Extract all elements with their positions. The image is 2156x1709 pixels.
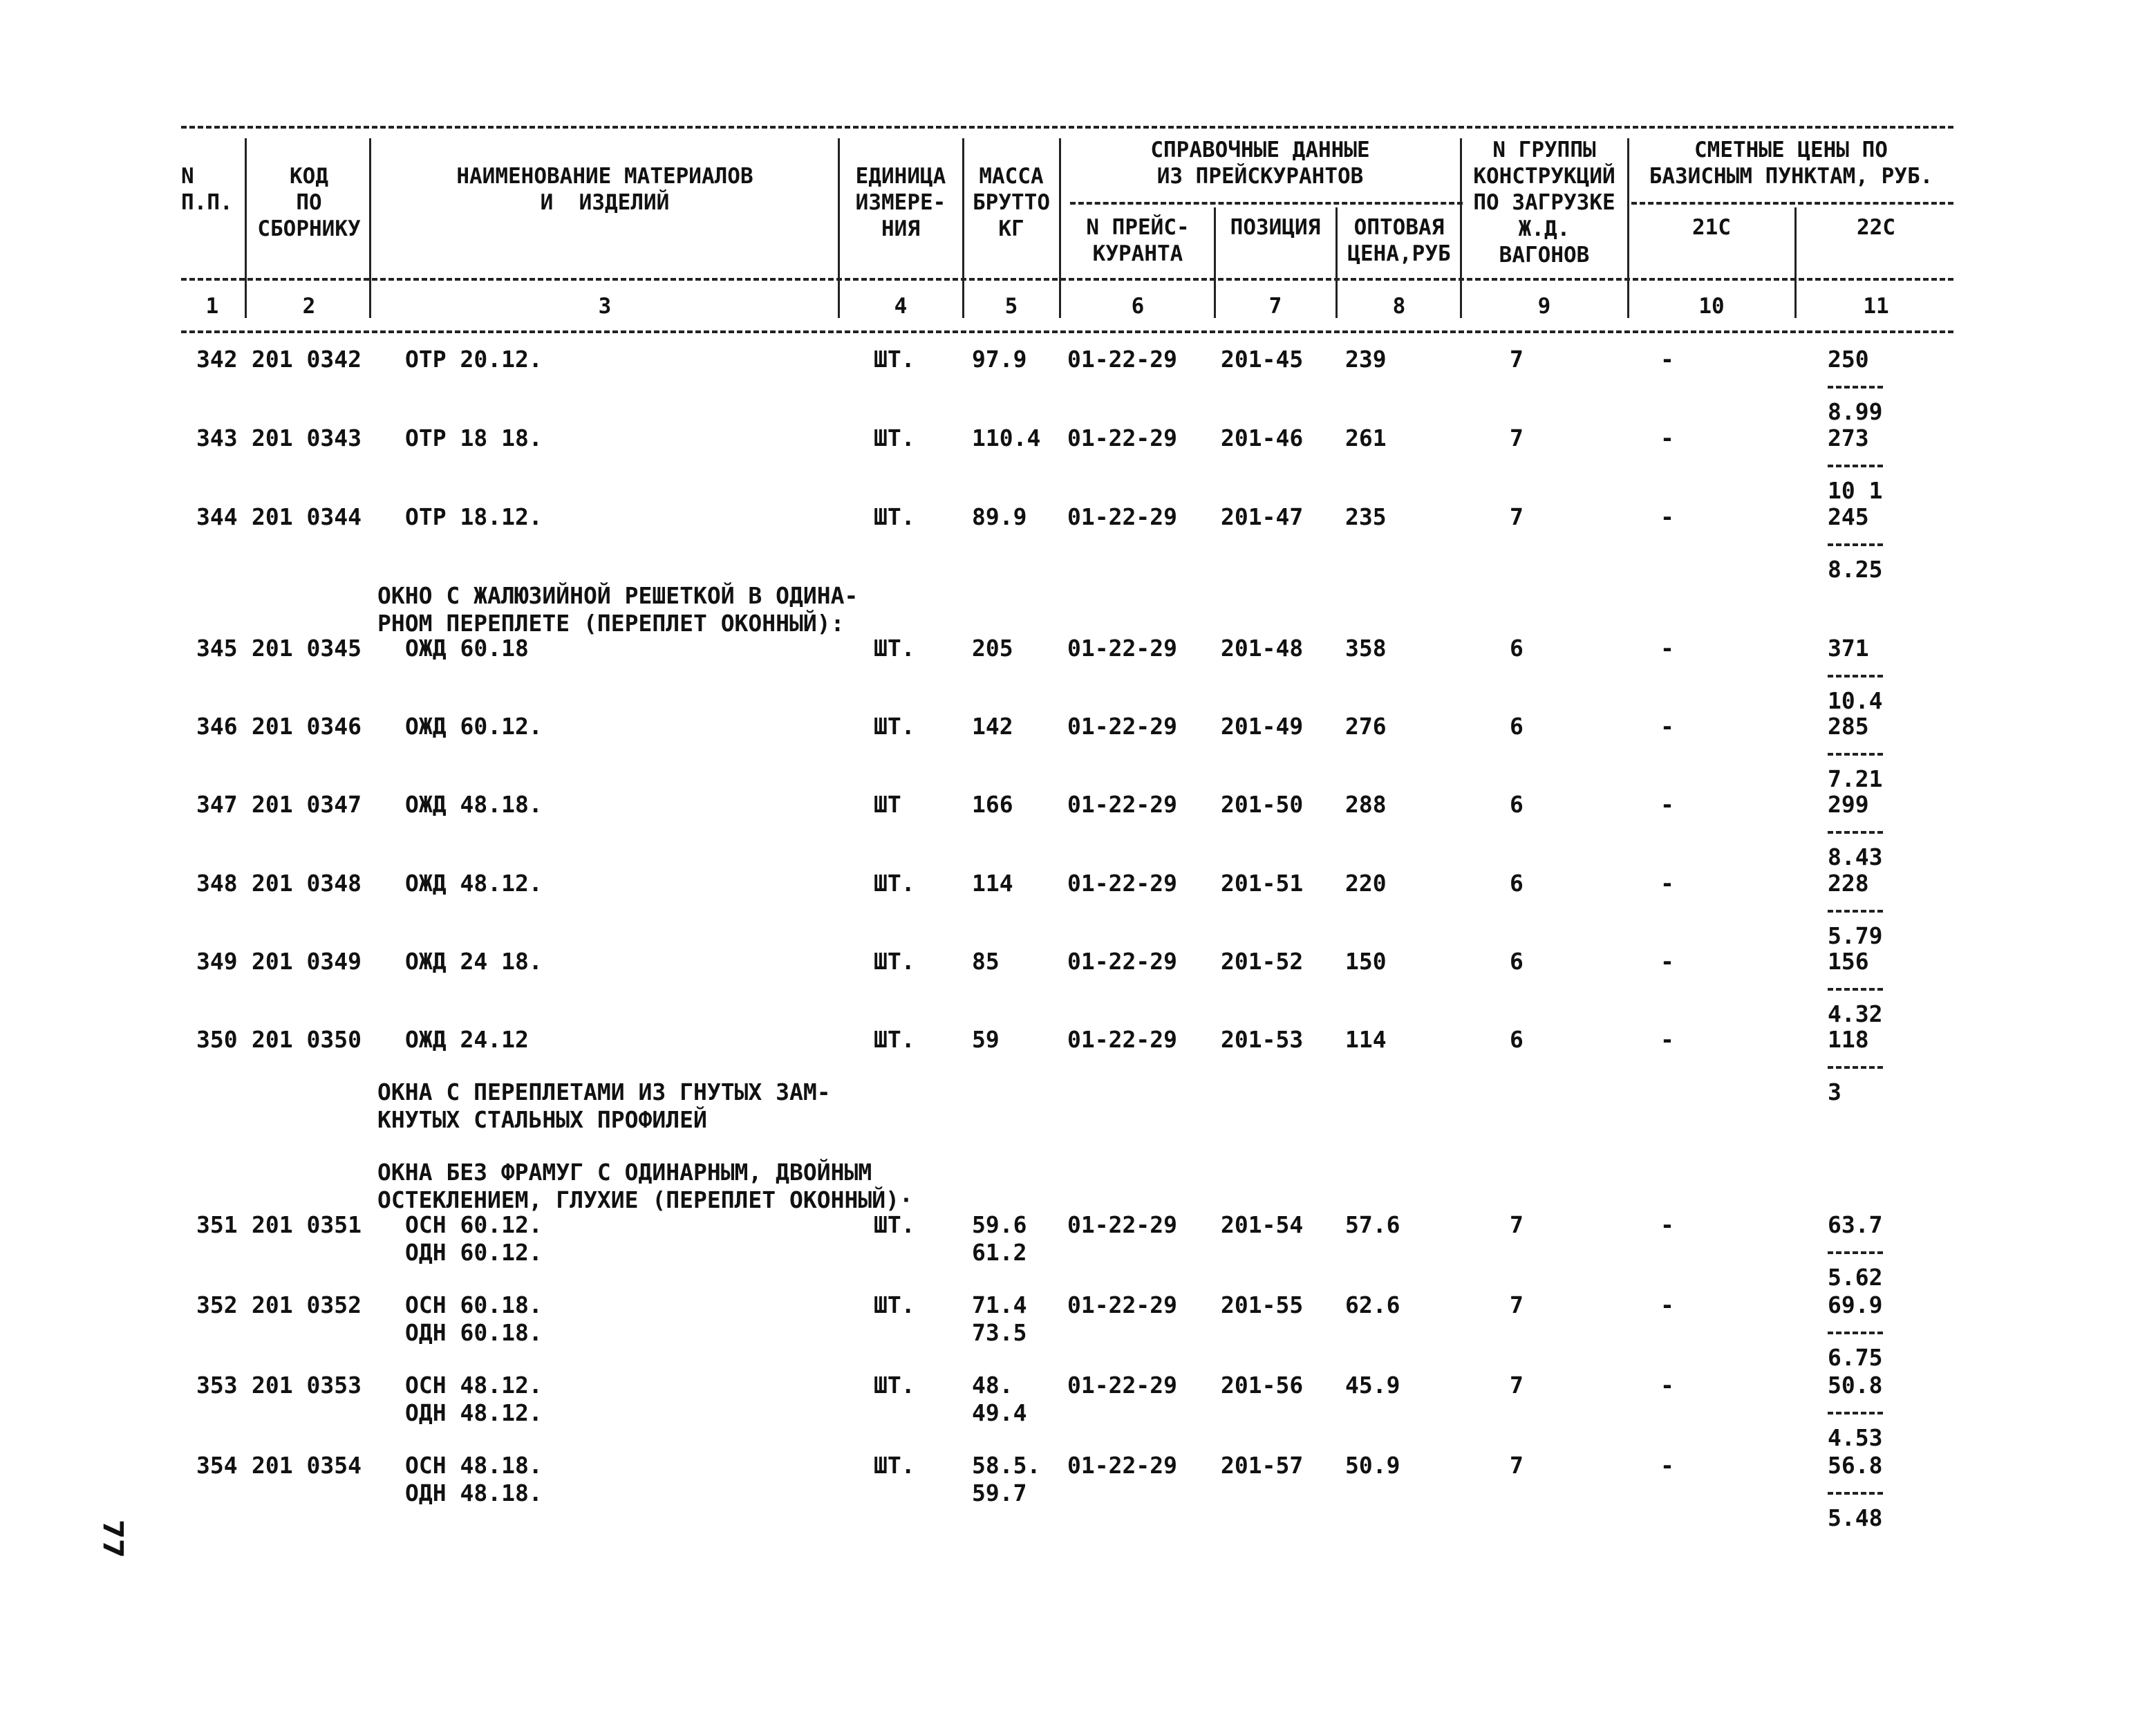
row-wholesale-price: 261: [1345, 424, 1387, 451]
price-22c-value: 245: [1828, 503, 1869, 530]
row-wholesale-price: 276: [1345, 713, 1387, 740]
row-unit: ШТ.: [874, 1291, 915, 1318]
row-position: 201-51: [1221, 870, 1304, 897]
row-group: 7: [1510, 503, 1524, 530]
row-pricelist: 01-22-29: [1067, 713, 1177, 740]
colnum-8: 8: [1392, 294, 1406, 319]
colnum-6: 6: [1131, 294, 1145, 319]
section-title: ОКНО С ЖАЛЮЗИЙНОЙ РЕШЕТКОЙ В ОДИНА- РНОМ ПЕРЕПЛЕТЕ (ПЕРЕПЛЕТ ОКОННЫЙ):: [377, 582, 859, 637]
header-bottom-rule: [181, 330, 1953, 333]
row-unit: ШТ.: [874, 635, 915, 662]
row-unit: ШТ.: [874, 503, 915, 530]
row-wholesale-price: 114: [1345, 1026, 1387, 1053]
row-position: 201-47: [1221, 503, 1304, 530]
fraction-bar: [1828, 1251, 1883, 1254]
row-name: ОСН 48.12. ОДН 48.12.: [405, 1372, 543, 1426]
sep: [1335, 207, 1338, 318]
header-ref-group: СПРАВОЧНЫЕ ДАННЫЕ ИЗ ПРЕЙСКУРАНТОВ: [1150, 138, 1370, 189]
fraction-bar: [1828, 1332, 1883, 1334]
row-price-21c: -: [1660, 635, 1674, 662]
row-wholesale-price: 50.9: [1345, 1452, 1400, 1479]
row-price-22c: [1828, 1452, 1883, 1532]
row-name: ОТР 20.12.: [405, 346, 543, 373]
row-price-22c: [1828, 791, 1883, 871]
fraction-bar: [1828, 465, 1883, 467]
row-unit: ШТ.: [874, 1211, 915, 1238]
price-22c-transport: 4.53: [1828, 1424, 1883, 1451]
row-price-21c: -: [1660, 791, 1674, 818]
row-code: 201 0346: [252, 713, 362, 740]
header-top-rule: [181, 126, 1953, 129]
price-22c-value: 228: [1828, 870, 1869, 897]
fraction-bar: [1828, 753, 1883, 756]
colnum-10: 10: [1698, 294, 1725, 319]
row-code: 201 0348: [252, 870, 362, 897]
price-22c-value: 69.9: [1828, 1291, 1883, 1318]
header-col-rule: [181, 278, 1953, 281]
sep: [838, 138, 840, 318]
header-unit: ЕДИНИЦА ИЗМЕРЕ- НИЯ: [855, 164, 946, 241]
price-22c-value: 118: [1828, 1026, 1869, 1053]
row-unit: ШТ: [874, 791, 901, 818]
row-position: 201-50: [1221, 791, 1304, 818]
row-number: 354: [196, 1452, 238, 1479]
row-code: 201 0344: [252, 503, 362, 530]
row-price-21c: -: [1660, 870, 1674, 897]
row-mass: 142: [972, 713, 1013, 740]
sep: [369, 138, 371, 318]
row-price-22c: [1828, 1291, 1883, 1372]
row-pricelist: 01-22-29: [1067, 870, 1177, 897]
header-22c: 22С: [1857, 215, 1895, 240]
price-22c-transport: 5.62: [1828, 1264, 1883, 1291]
row-unit: ШТ.: [874, 1452, 915, 1479]
row-mass: 166: [972, 791, 1013, 818]
colnum-1: 1: [205, 294, 219, 319]
row-unit: ШТ.: [874, 948, 915, 975]
colnum-9: 9: [1537, 294, 1551, 319]
row-price-22c: [1828, 948, 1883, 1028]
header-name: НАИМЕНОВАНИЕ МАТЕРИАЛОВ И ИЗДЕЛИЙ: [456, 164, 753, 215]
row-price-21c: -: [1660, 1291, 1674, 1318]
row-wholesale-price: 150: [1345, 948, 1387, 975]
colnum-11: 11: [1863, 294, 1889, 319]
price-22c-transport: 4.32: [1828, 1000, 1883, 1027]
row-wholesale-price: 235: [1345, 503, 1387, 530]
colnum-5: 5: [1004, 294, 1018, 319]
row-pricelist: 01-22-29: [1067, 346, 1177, 373]
row-price-22c: [1828, 346, 1883, 426]
price-22c-value: 299: [1828, 791, 1869, 818]
row-number: 343: [196, 424, 238, 451]
row-pricelist: 01-22-29: [1067, 635, 1177, 662]
row-wholesale-price: 220: [1345, 870, 1387, 897]
colnum-2: 2: [302, 294, 316, 319]
row-price-21c: -: [1660, 1026, 1674, 1053]
price-22c-value: 56.8: [1828, 1452, 1883, 1479]
row-price-21c: -: [1660, 424, 1674, 451]
row-price-21c: -: [1660, 713, 1674, 740]
price-22c-transport: 8.25: [1828, 556, 1883, 583]
row-price-21c: -: [1660, 1452, 1674, 1479]
row-number: 351: [196, 1211, 238, 1238]
fraction-bar: [1828, 386, 1883, 389]
row-mass: 205: [972, 635, 1013, 662]
row-group: 6: [1510, 1026, 1524, 1053]
row-wholesale-price: 358: [1345, 635, 1387, 662]
row-position: 201-56: [1221, 1372, 1304, 1399]
row-group: 6: [1510, 635, 1524, 662]
header-21c: 21С: [1692, 215, 1731, 240]
row-price-22c: [1828, 1211, 1883, 1291]
row-name: ОСН 48.18. ОДН 48.18.: [405, 1452, 543, 1506]
row-mass: 110.4: [972, 424, 1041, 451]
row-pricelist: 01-22-29: [1067, 424, 1177, 451]
row-code: 201 0354: [252, 1452, 362, 1479]
row-name: ОЖД 60.12.: [405, 713, 543, 740]
row-name: ОЖД 24 18.: [405, 948, 543, 975]
row-pricelist: 01-22-29: [1067, 1291, 1177, 1318]
row-code: 201 0350: [252, 1026, 362, 1053]
fraction-bar: [1828, 1412, 1883, 1414]
price-22c-value: 371: [1828, 635, 1869, 662]
row-number: 344: [196, 503, 238, 530]
row-group: 6: [1510, 870, 1524, 897]
price-22c-transport: 8.99: [1828, 398, 1883, 425]
fraction-bar: [1828, 1066, 1883, 1069]
row-price-21c: -: [1660, 1211, 1674, 1238]
row-mass: 114: [972, 870, 1013, 897]
row-position: 201-55: [1221, 1291, 1304, 1318]
page-number: 77: [97, 1520, 129, 1558]
row-group: 7: [1510, 1291, 1524, 1318]
row-price-21c: -: [1660, 1372, 1674, 1399]
row-code: 201 0347: [252, 791, 362, 818]
row-code: 201 0351: [252, 1211, 362, 1238]
row-group: 7: [1510, 1452, 1524, 1479]
header-pricelist: N ПРЕЙС- КУРАНТА: [1086, 215, 1190, 266]
row-mass: 48. 49.4: [972, 1372, 1027, 1426]
row-price-22c: [1828, 870, 1883, 950]
row-pricelist: 01-22-29: [1067, 1372, 1177, 1399]
sep: [245, 138, 247, 318]
row-position: 201-57: [1221, 1452, 1304, 1479]
row-number: 348: [196, 870, 238, 897]
price-22c-transport: 8.43: [1828, 843, 1883, 870]
price-22c-transport: 10.4: [1828, 687, 1883, 714]
price-22c-value: 285: [1828, 713, 1869, 740]
row-position: 201-53: [1221, 1026, 1304, 1053]
row-wholesale-price: 239: [1345, 346, 1387, 373]
colnum-3: 3: [598, 294, 612, 319]
row-code: 201 0342: [252, 346, 362, 373]
row-pricelist: 01-22-29: [1067, 791, 1177, 818]
header-mass: МАССА БРУТТО КГ: [973, 164, 1050, 241]
price-22c-transport: 6.75: [1828, 1344, 1883, 1371]
header-group: N ГРУППЫ КОНСТРУКЦИЙ ПО ЗАГРУЗКЕ Ж.Д. ВАГОНОВ: [1473, 138, 1615, 268]
row-number: 352: [196, 1291, 238, 1318]
row-number: 342: [196, 346, 238, 373]
sep: [1214, 207, 1216, 318]
row-mass: 85: [972, 948, 1000, 975]
price-22c-transport: 10 1: [1828, 477, 1883, 504]
section-title: ОКНА С ПЕРЕПЛЕТАМИ ИЗ ГНУТЫХ ЗАМ- КНУТЫХ СТАЛЬНЫХ ПРОФИЛЕЙ: [377, 1078, 831, 1133]
row-group: 7: [1510, 1211, 1524, 1238]
price-22c-value: 250: [1828, 346, 1869, 373]
sep: [962, 138, 964, 318]
row-code: 201 0349: [252, 948, 362, 975]
row-pricelist: 01-22-29: [1067, 1026, 1177, 1053]
row-name: ОТР 18 18.: [405, 424, 543, 451]
row-mass: 89.9: [972, 503, 1027, 530]
row-price-22c: [1828, 713, 1883, 793]
row-name: ОСН 60.18. ОДН 60.18.: [405, 1291, 543, 1346]
row-name: ОЖД 48.18.: [405, 791, 543, 818]
row-mass: 59: [972, 1026, 1000, 1053]
row-pricelist: 01-22-29: [1067, 503, 1177, 530]
row-code: 201 0345: [252, 635, 362, 662]
price-22c-value: 63.7: [1828, 1211, 1883, 1238]
fraction-bar: [1828, 675, 1883, 678]
row-wholesale-price: 45.9: [1345, 1372, 1400, 1399]
row-number: 349: [196, 948, 238, 975]
ref-subgroup-rule: [1070, 202, 1463, 205]
row-position: 201-45: [1221, 346, 1304, 373]
row-number: 345: [196, 635, 238, 662]
row-group: 6: [1510, 713, 1524, 740]
row-price-21c: -: [1660, 503, 1674, 530]
row-unit: ШТ.: [874, 870, 915, 897]
row-number: 353: [196, 1372, 238, 1399]
sep: [1794, 207, 1797, 318]
row-code: 201 0352: [252, 1291, 362, 1318]
header-position: ПОЗИЦИЯ: [1230, 215, 1321, 240]
row-name: ОТР 18.12.: [405, 503, 543, 530]
row-unit: ШТ.: [874, 346, 915, 373]
row-group: 6: [1510, 791, 1524, 818]
row-name: ОЖД 24.12: [405, 1026, 529, 1053]
header-code: КОД ПО СБОРНИКУ: [257, 164, 361, 241]
row-unit: ШТ.: [874, 1372, 915, 1399]
row-unit: ШТ.: [874, 1026, 915, 1053]
section-title: ОКНА БЕЗ ФРАМУГ С ОДИНАРНЫМ, ДВОЙНЫМ ОСТЕКЛЕНИЕМ, ГЛУХИЕ (ПЕРЕПЛЕТ ОКОННЫЙ)·: [377, 1159, 913, 1213]
row-group: 7: [1510, 346, 1524, 373]
fraction-bar: [1828, 1492, 1883, 1495]
row-price-22c: [1828, 503, 1883, 583]
row-name: ОЖД 60.18: [405, 635, 529, 662]
row-code: 201 0353: [252, 1372, 362, 1399]
row-wholesale-price: 288: [1345, 791, 1387, 818]
header-n: N П.П.: [181, 164, 233, 215]
row-name: ОСН 60.12. ОДН 60.12.: [405, 1211, 543, 1266]
row-pricelist: 01-22-29: [1067, 1452, 1177, 1479]
fraction-bar: [1828, 988, 1883, 991]
row-group: 7: [1510, 1372, 1524, 1399]
fraction-bar: [1828, 831, 1883, 834]
row-price-22c: [1828, 635, 1883, 715]
price-22c-value: 50.8: [1828, 1372, 1883, 1399]
price-22c-value: 156: [1828, 948, 1869, 975]
header-price-group: СМЕТНЫЕ ЦЕНЫ ПО БАЗИСНЫМ ПУНКТАМ, РУБ.: [1649, 138, 1933, 189]
row-unit: ШТ.: [874, 424, 915, 451]
row-price-21c: -: [1660, 346, 1674, 373]
colnum-7: 7: [1268, 294, 1282, 319]
row-price-22c: [1828, 1372, 1883, 1452]
row-mass: 59.6 61.2: [972, 1211, 1027, 1266]
row-price-22c: [1828, 1026, 1883, 1106]
price-22c-transport: 7.21: [1828, 765, 1883, 792]
price-22c-transport: 5.79: [1828, 922, 1883, 949]
price-22c-value: 273: [1828, 424, 1869, 451]
row-position: 201-46: [1221, 424, 1304, 451]
row-code: 201 0343: [252, 424, 362, 451]
row-unit: ШТ.: [874, 713, 915, 740]
row-number: 347: [196, 791, 238, 818]
row-position: 201-52: [1221, 948, 1304, 975]
row-group: 6: [1510, 948, 1524, 975]
sep: [1059, 138, 1061, 318]
row-pricelist: 01-22-29: [1067, 1211, 1177, 1238]
colnum-4: 4: [894, 294, 908, 319]
row-price-21c: -: [1660, 948, 1674, 975]
row-position: 201-48: [1221, 635, 1304, 662]
header-wholesale: ОПТОВАЯ ЦЕНА,РУБ: [1347, 215, 1451, 266]
price-22c-transport: 5.48: [1828, 1504, 1883, 1531]
row-number: 346: [196, 713, 238, 740]
row-mass: 97.9: [972, 346, 1027, 373]
row-number: 350: [196, 1026, 238, 1053]
fraction-bar: [1828, 543, 1883, 546]
row-group: 7: [1510, 424, 1524, 451]
row-position: 201-49: [1221, 713, 1304, 740]
row-mass: 58.5. 59.7: [972, 1452, 1041, 1506]
row-name: ОЖД 48.12.: [405, 870, 543, 897]
row-wholesale-price: 57.6: [1345, 1211, 1400, 1238]
row-mass: 71.4 73.5: [972, 1291, 1027, 1346]
row-wholesale-price: 62.6: [1345, 1291, 1400, 1318]
row-pricelist: 01-22-29: [1067, 948, 1177, 975]
fraction-bar: [1828, 910, 1883, 913]
sep: [1460, 138, 1462, 318]
price-subgroup-rule: [1631, 202, 1953, 205]
row-price-22c: [1828, 424, 1883, 505]
price-22c-transport: 3: [1828, 1078, 1841, 1105]
row-position: 201-54: [1221, 1211, 1304, 1238]
